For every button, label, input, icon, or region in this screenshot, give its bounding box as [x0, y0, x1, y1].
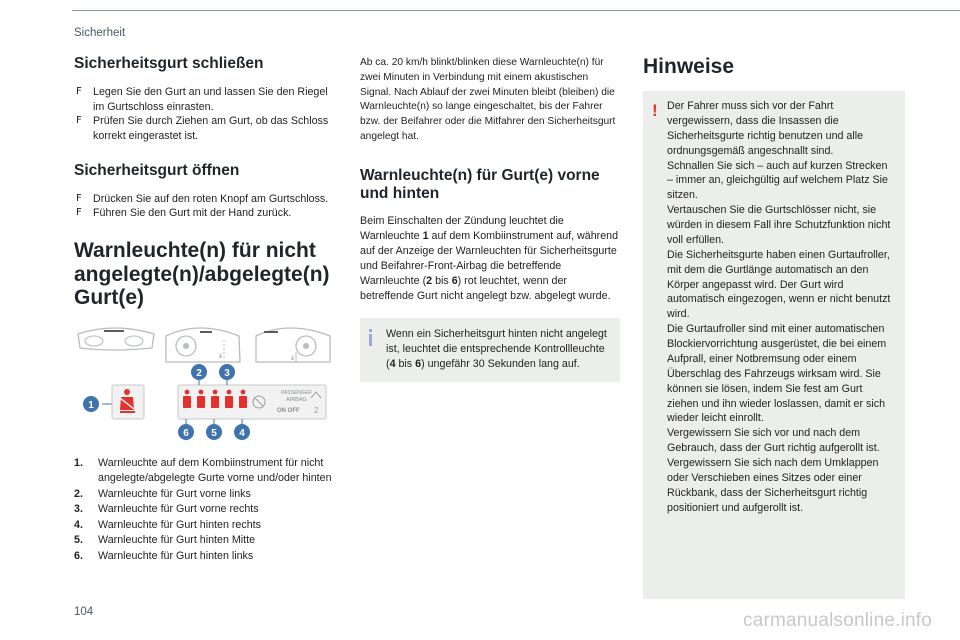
legend-item: 2. Warnleuchte für Gurt vorne links	[74, 487, 251, 500]
heading-hints: Hinweise	[643, 55, 735, 78]
info-note-text: Wenn ein Sicherheitsgurt hinten nicht angelegt ist, leuchtet die entsprechende Kontrollleuchte (4 bis 6) ungefähr 30 Sekunden lang auf.	[386, 328, 607, 371]
list-item: F Prüfen Sie durch Ziehen am Gurt, ob das Schloss korrekt eingerastet ist.	[74, 114, 332, 144]
page-header	[0, 0, 960, 45]
callout-5	[206, 419, 222, 440]
list-item: F Drücken Sie auf den roten Knopf am Gurtschloss.	[74, 192, 332, 207]
header-rule	[72, 10, 960, 11]
warning-lamp-figure	[74, 322, 332, 442]
warning-paragraph: Die Gurtaufroller sind mit einer automatischen Blockiervorrichtung ausgerüstet, die bei einem Aufprall, einer Notbremsung oder einem Überschlag des Fahrzeugs wirksam wird. Sie können sie lösen, indem Sie fest am Gurt ziehen und ihn wieder loslassen, damit er sich wieder leicht einrollt.	[667, 323, 887, 425]
svg-text:1: 1	[88, 399, 94, 411]
legend-list	[74, 456, 332, 565]
steering-wheel-icon	[256, 328, 330, 362]
warning-box	[643, 91, 905, 599]
info-icon	[368, 329, 381, 344]
column-right	[643, 55, 905, 599]
callout-6	[178, 419, 194, 440]
ignition-paragraph: Beim Einschalten der Zündung leuchtet die Warnleuchte 1 auf dem Kombiinstrument auf, während auf der Anzeige der Warnleuchten für Sicherheitsgurte und Beifahrer-Front-Airbag die betreffende Warnleuchte (2 bis 6) rot leuchtet, wenn der betreffende Gurt nicht angelegt bzw. abgelegt wurde.	[360, 215, 619, 303]
warning-icon: !	[652, 101, 658, 120]
info-note	[360, 318, 620, 382]
close-steps-list	[74, 85, 332, 144]
callout-4	[234, 419, 250, 440]
page-number: 104	[74, 606, 94, 618]
seatbelt-panel	[178, 385, 326, 419]
svg-text:6: 6	[183, 427, 189, 439]
svg-text:4: 4	[239, 427, 245, 439]
svg-text:2: 2	[196, 367, 202, 379]
column-left	[74, 55, 332, 564]
warning-paragraph: Vertauschen Sie die Gurtschlösser nicht, sie würden in diesem Fall ihre Schutzfunktion nicht voll erfüllen.	[667, 204, 891, 246]
instrument-cluster-icon	[78, 328, 154, 350]
open-steps-list	[74, 192, 332, 222]
legend-item: 5. Warnleuchte für Gurt hinten Mitte	[74, 534, 256, 547]
seat-counter: 2	[314, 405, 319, 415]
legend-item: 3. Warnleuchte für Gurt vorne rechts	[74, 503, 259, 516]
svg-text:⇓: ⇓	[218, 353, 224, 360]
warning-paragraph: Vergewissern Sie sich nach dem Umklappen oder Verschieben eines Sitzes oder einer Rückbank, dass der Sicherheitsgurt richtig positioniert und aufgerollt ist.	[667, 457, 879, 514]
blink-description: Ab ca. 20 km/h blinkt/blinken diese Warnleuchte(n) für zwei Minuten in Verbindung mit einem akustischen Signal. Nach Ablauf der zwei Minuten bleibt (bleiben) die Warnleuchte(n) so lange eingeschaltet, bis der Fahrer bzw. der Beifahrer oder die Mitfahrer den Sicherheitsgurt angelegt hat.	[360, 57, 616, 142]
warning-paragraph: Die Sicherheitsgurte haben einen Gurtaufroller, mit dem die Gurtlänge automatisch an den Körper angepasst wird. Der Gurt wird automatisch eingezogen, wenn er nicht benutzt wird.	[667, 248, 891, 321]
legend-item: 6. Warnleuchte für Gurt hinten links	[74, 549, 254, 562]
list-item: F Legen Sie den Gurt an und lassen Sie den Riegel im Gurtschloss einrasten.	[74, 85, 332, 115]
warning-paragraph: Vergewissern Sie sich vor und nach dem Gebrauch, dass der Gurt richtig aufgerollt ist.	[667, 427, 880, 455]
list-item: F Führen Sie den Gurt mit der Hand zurück.	[74, 206, 332, 221]
legend-item: 1. Warnleuchte auf dem Kombiinstrument für nicht angelegte/abgelegte Gurte vorne und/oder hinten	[74, 456, 332, 485]
steering-wheel-icon	[166, 328, 240, 362]
watermark: carmanualsonline.info	[743, 610, 933, 631]
legend-item: 4. Warnleuchte für Gurt hinten rechts	[74, 518, 261, 531]
heading-front-rear-lamps: Warnleuchte(n) für Gurt(e) vorne und hinten	[360, 166, 600, 202]
heading-open-belt: Sicherheitsgurt öffnen	[74, 161, 240, 179]
section-label: Sicherheit	[74, 27, 126, 39]
svg-text:5: 5	[211, 427, 217, 439]
svg-text:⇓: ⇓	[290, 355, 296, 362]
airbag-label-2: AIRBAG	[286, 396, 307, 403]
svg-text:3: 3	[224, 367, 230, 379]
callout-1	[83, 396, 99, 412]
dashboard-illustration	[74, 322, 332, 442]
airbag-label-1: PASSENGER	[281, 389, 312, 396]
warning-paragraph: Der Fahrer muss sich vor der Fahrt vergewissern, dass die Insassen die Sicherheitsgurte richtig benutzen und alle ordnungsgemäß angeschnallt sind.	[667, 100, 864, 157]
heading-warning-lamps: Warnleuchte(n) für nicht angelegte(n)/abgelegte(n) Gurt(e)	[74, 239, 330, 310]
column-middle	[360, 56, 620, 382]
on-off-label: ON OFF	[277, 407, 300, 414]
heading-close-belt: Sicherheitsgurt schließen	[74, 55, 264, 72]
warning-paragraph: Schnallen Sie sich – auch auf kurzen Strecken – immer an, gleichgültig auf welchem Platz Sie sitzen.	[667, 159, 888, 202]
callout-3	[219, 364, 235, 385]
callout-2	[191, 364, 207, 385]
seatbelt-warning-icon	[112, 385, 144, 419]
